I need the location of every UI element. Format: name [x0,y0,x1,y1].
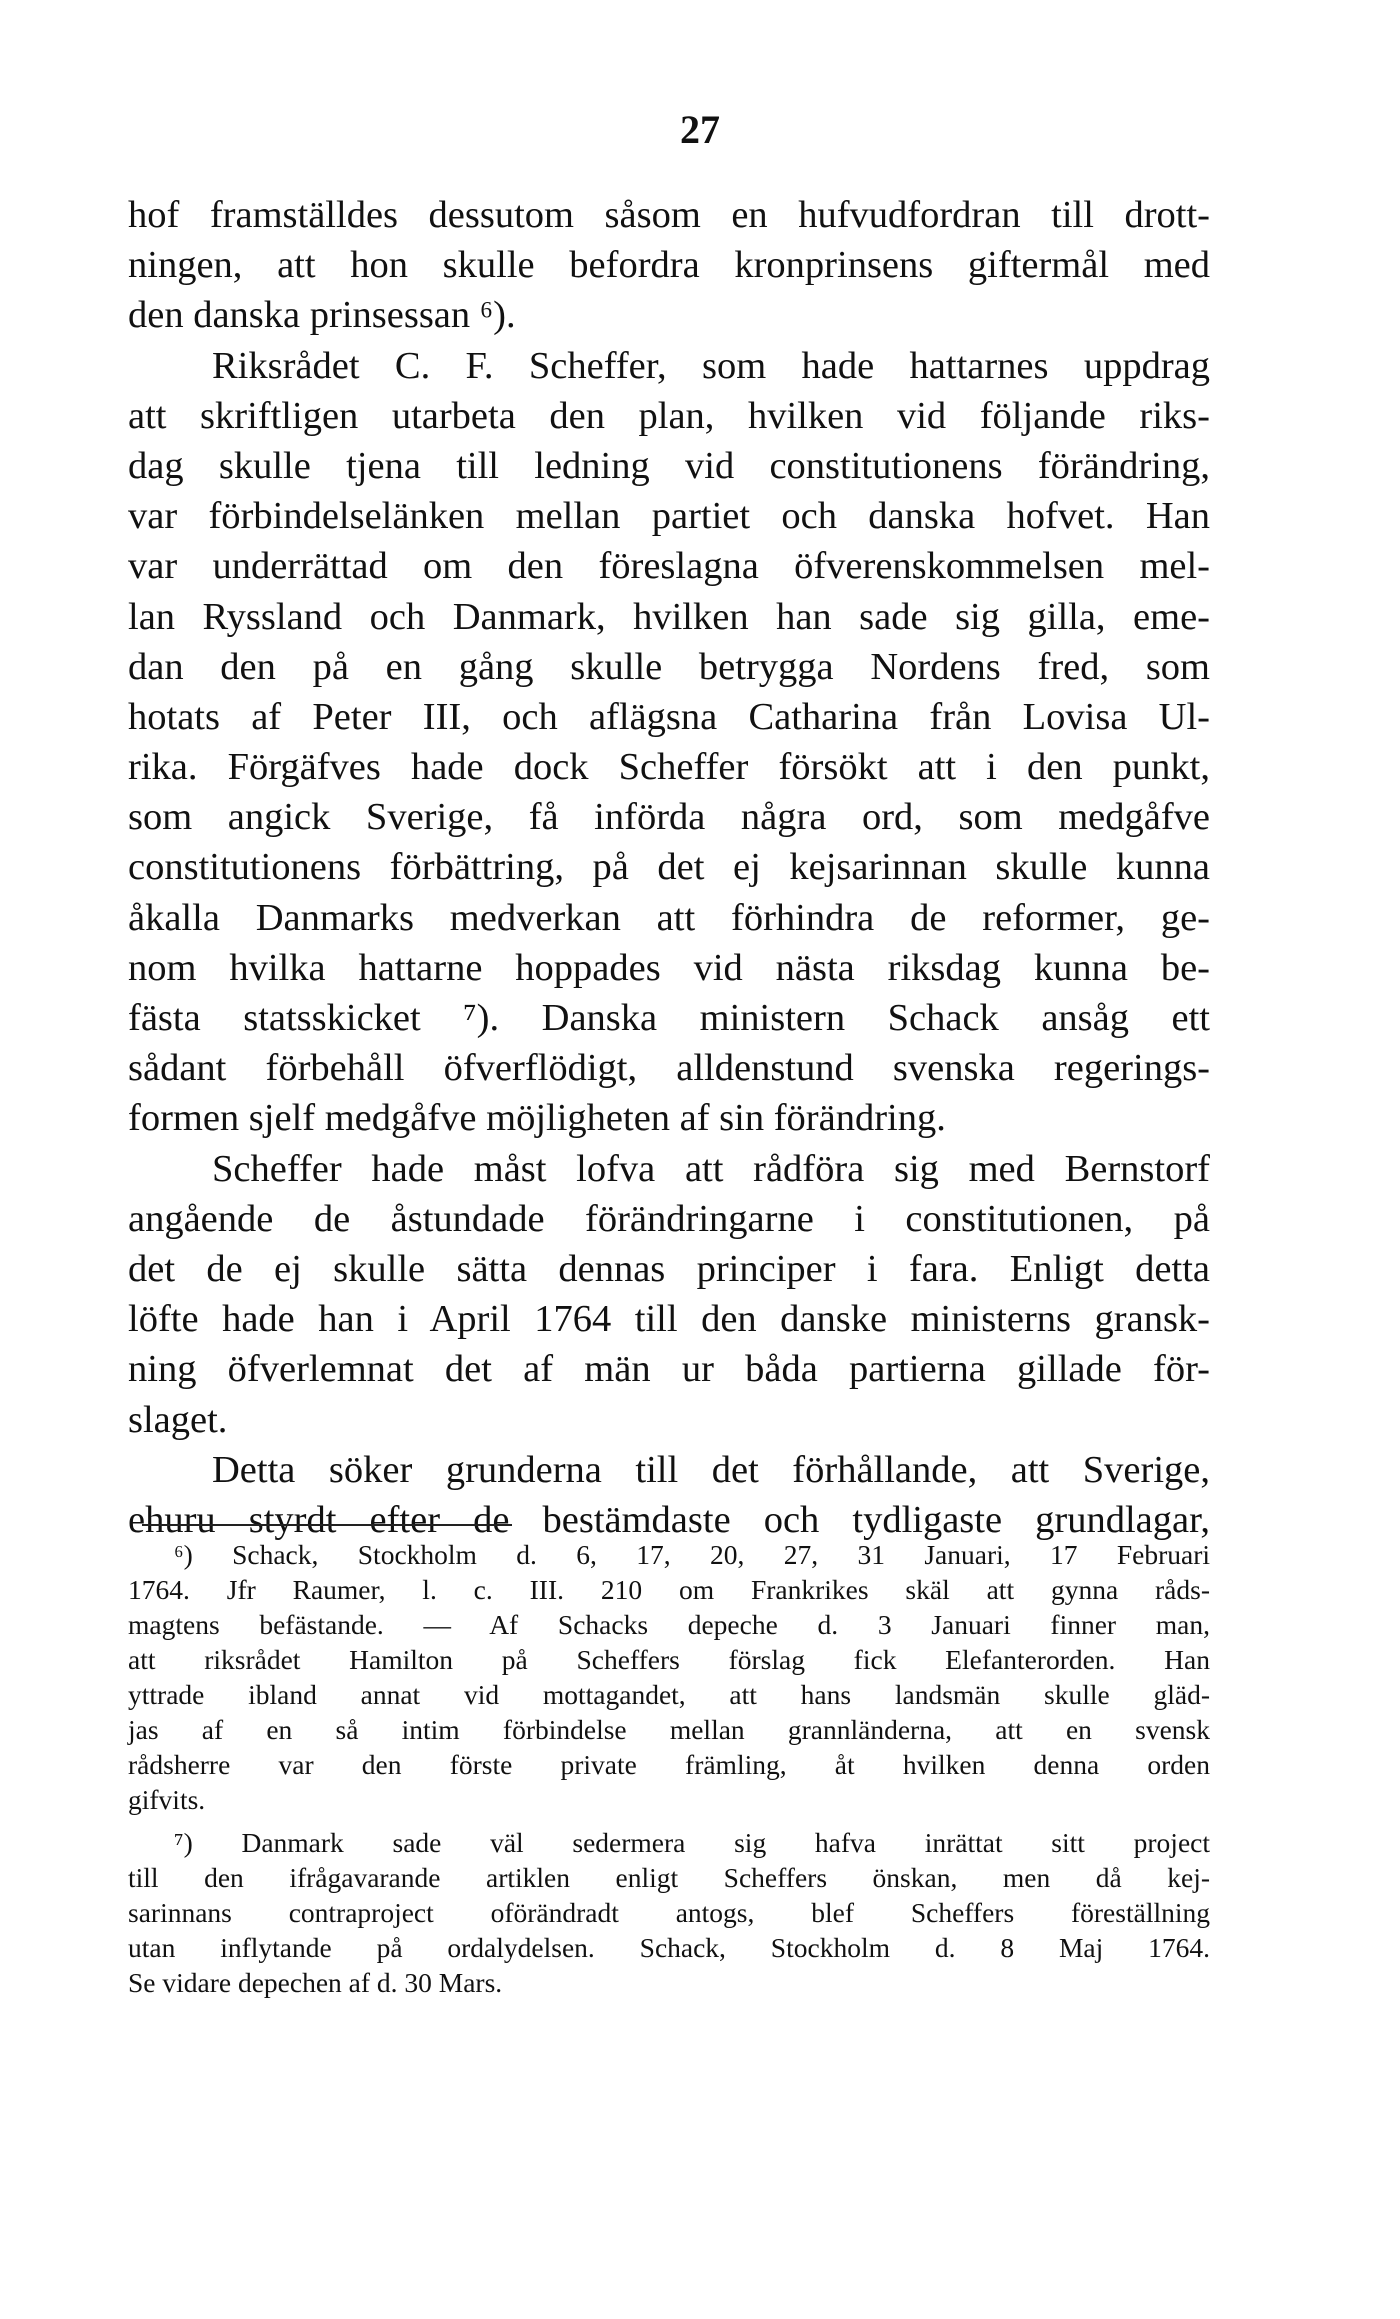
text-line: fästa statsskicket ⁷). Danska ministern Schack ansåg ett [128,997,1210,1039]
footnote-line: ⁷) Danmark sade väl sedermera sig hafva inrättat sitt project [174,1827,1210,1858]
text-line: att skriftligen utarbeta den plan, hvilken vid följande riks- [128,394,1210,437]
text-line: lan Ryssland och Danmark, hvilken han sade sig gilla, eme- [128,595,1210,638]
footnote-line: gifvits. [128,1784,206,1815]
text-line: hof framställdes dessutom såsom en hufvudfordran till drott- [128,194,1210,236]
footnote-line: Se vidare depechen af d. 30 Mars. [128,1967,503,1998]
footnotes [128,1537,1210,2000]
text-line: hotats af Peter III, och aflägsna Catharina från Lovisa Ul- [128,695,1210,738]
text-line: rika. Förgäfves hade dock Scheffer försökt att i den punkt, [128,746,1210,789]
footnote-divider [142,1524,512,1526]
footnote-line: sarinnans contraproject oförändradt antogs, blef Scheffers föreställning [128,1897,1210,1928]
footnote-line: till den ifrågavarande artiklen enligt Scheffers önskan, men då kej- [128,1862,1210,1893]
body-text [128,190,1210,1545]
text-line: sådant förbehåll öfverflödigt, alldenstund svenska regerings- [128,1047,1210,1090]
text-line: som angick Sverige, få införda några ord, som medgåfve [128,796,1210,839]
footnote-line: rådsherre var den förste private främling, åt hvilken denna orden [128,1749,1210,1780]
text-line: dan den på en gång skulle betrygga Nordens fred, som [128,645,1210,688]
text-line: var förbindelselänken mellan partiet och danska hofvet. Han [128,495,1210,538]
text-line: ningen, att hon skulle befordra kronprinsens giftermål med [128,244,1210,287]
text-line: var underrättad om den föreslagna öfverenskommelsen mel- [128,545,1210,588]
footnote-line: jas af en så intim förbindelse mellan grannländerna, att en svensk [128,1714,1210,1745]
text-line: angående de åstundade förändringarne i constitutionen, på [128,1197,1210,1240]
footnote-line: magtens befästande. — Af Schacks depeche d. 3 Januari finner man, [128,1609,1210,1640]
footnote-line: ⁶) Schack, Stockholm d. 6, 17, 20, 27, 31 Januari, 17 Februari [174,1539,1210,1570]
text-line: det de ej skulle sätta dennas principer i fara. Enligt detta [128,1247,1210,1290]
text-line: constitutionens förbättring, på det ej kejsarinnan skulle kunna [128,846,1210,889]
footnote-line: att riksrådet Hamilton på Scheffers förslag fick Elefanterorden. Han [128,1644,1210,1675]
text-line: nom hvilka hattarne hoppades vid nästa riksdag kunna be- [128,946,1210,989]
footnote-line: 1764. Jfr Raumer, l. c. III. 210 om Frankrikes skäl att gynna råds- [128,1574,1210,1605]
text-line: slaget. [128,1398,228,1441]
footnote-line: yttrade ibland annat vid mottagandet, att hans landsmän skulle gläd- [128,1679,1210,1710]
text-line: formen sjelf medgåfve möjligheten af sin förändring. [128,1097,946,1140]
footnote-line: utan inflytande på ordalydelsen. Schack, Stockholm d. 8 Maj 1764. [128,1932,1210,1963]
text-line: Riksrådet C. F. Scheffer, som hade hattarnes uppdrag [212,344,1210,387]
text-line: ning öfverlemnat det af män ur båda partierna gillade för- [128,1348,1210,1391]
text-line: Scheffer hade måst lofva att rådföra sig med Bernstorf [212,1147,1210,1190]
text-line: den danska prinsessan ⁶). [128,294,516,337]
text-line: löfte hade han i April 1764 till den danske ministerns gransk- [128,1298,1210,1341]
text-line: åkalla Danmarks medverkan att förhindra de reformer, ge- [128,896,1210,939]
text-line: Detta söker grunderna till det förhållande, att Sverige, [212,1448,1210,1491]
text-line: dag skulle tjena till ledning vid constitutionens förändring, [128,444,1210,487]
page-number: 27 [680,107,720,152]
text-line: ehuru styrdt efter de bestämdaste och tydligaste grundlagar, [128,1498,1210,1541]
